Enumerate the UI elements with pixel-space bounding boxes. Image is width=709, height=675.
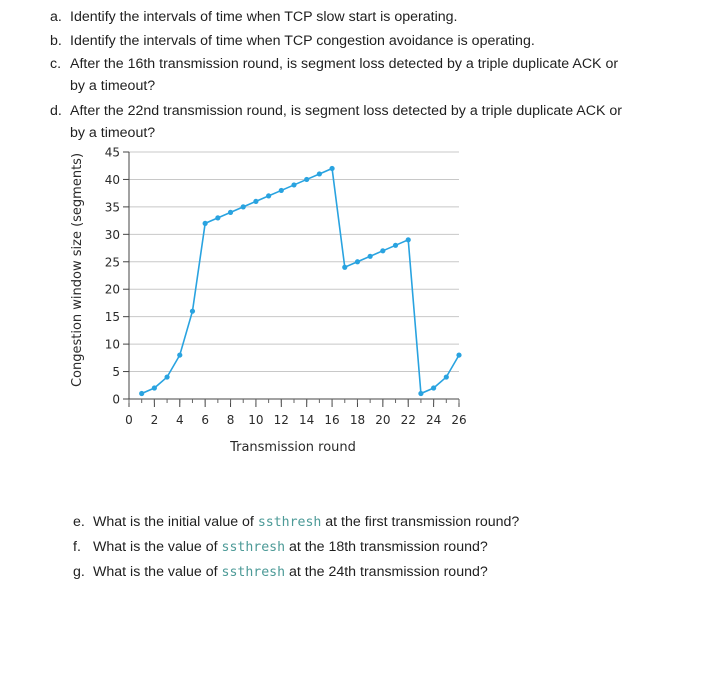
question-e [73,511,519,534]
y-tick-label: 10 [104,337,120,352]
x-tick-label: 8 [226,413,235,427]
x-tick-label: 24 [425,413,442,427]
cwnd-data-point [406,237,411,242]
cwnd-data-point [355,259,360,264]
question-text-post: at the 18th transmission round? [285,539,488,555]
cwnd-data-point [190,309,195,314]
cwnd-data-point [456,352,461,357]
x-tick-label: 20 [375,413,391,427]
question-letter: b. [50,33,62,49]
cwnd-data-point [177,352,182,357]
cwnd-data-point [164,374,169,379]
x-tick-label: 26 [451,413,467,427]
cwnd-data-point [393,243,398,248]
question-text-pre: What is the value of [93,539,222,555]
cwnd-data-point [266,193,271,198]
cwnd-data-point [291,182,296,187]
x-tick-label: 14 [299,413,315,427]
x-tick-label: 2 [150,413,159,427]
cwnd-data-point [431,385,436,390]
x-axis-label: Transmission round [230,440,356,455]
cwnd-data-point [228,210,233,215]
cwnd-data-point [279,188,284,193]
question-letter: d. [50,103,62,119]
cwnd-data-point [342,265,347,270]
cwnd-data-point [317,171,322,176]
question-g [73,561,488,584]
question-text: Identify the intervals of time when TCP slow start is operating. [70,9,458,25]
x-tick-label: 10 [248,413,264,427]
question-letter: a. [50,9,62,25]
cwnd-data-point [215,215,220,220]
y-tick-label: 30 [104,227,120,242]
x-tick-label: 6 [201,413,209,427]
question-letter: e. [73,514,85,530]
cwnd-data-point [139,391,144,396]
cwnd-data-point [304,177,309,182]
y-tick-label: 45 [104,145,120,160]
cwnd-data-point [253,199,258,204]
x-tick-label: 0 [125,413,133,427]
question-text: After the 22nd transmission round, is segment loss detected by a triple duplicate ACK or [70,103,623,119]
y-tick-label: 25 [104,255,120,270]
cwnd-series-line [142,168,459,393]
y-tick-label: 0 [112,392,120,407]
chart-grid [129,152,459,399]
y-tick-label: 40 [104,172,120,187]
question-text-continued: by a timeout? [70,78,156,94]
cwnd-data-point [444,374,449,379]
y-tick-label: 35 [104,200,120,215]
chart-axes [129,152,459,399]
x-tick-label: 22 [400,413,416,427]
question-text-pre: What is the value of [93,564,222,580]
question-letter: c. [50,56,62,72]
y-tick-label: 20 [104,282,120,297]
x-tick-label: 12 [273,413,289,427]
question-text-post: at the 24th transmission round? [285,564,488,580]
cwnd-data-point [203,221,208,226]
cwnd-data-point [418,391,423,396]
x-tick-label: 16 [324,413,340,427]
ssthresh-code: ssthresh [221,565,286,580]
ssthresh-code: ssthresh [257,515,322,530]
y-tick-label: 15 [104,310,120,325]
question-text-continued: by a timeout? [70,125,156,141]
x-tick-label: 4 [175,413,184,427]
cwnd-data-point [368,254,373,259]
question-text: Identify the intervals of time when TCP congestion avoidance is operating. [70,33,535,49]
question-text: After the 16th transmission round, is segment loss detected by a triple duplicate ACK or [70,56,619,72]
question-text-pre: What is the initial value of [93,514,258,530]
cwnd-data-point [329,166,334,171]
question-letter: f. [73,539,81,555]
cwnd-data-point [152,385,157,390]
question-text-post: at the first transmission round? [321,514,520,530]
cwnd-data-point [241,204,246,209]
y-tick-label: 5 [112,365,120,380]
chart-series [139,166,462,396]
question-f [73,536,488,559]
x-tick-label: 18 [349,413,366,427]
y-axis-label: Congestion window size (segments) [70,152,85,388]
cwnd-data-point [380,248,385,253]
ssthresh-code: ssthresh [221,540,286,555]
question-letter: g. [73,564,85,580]
